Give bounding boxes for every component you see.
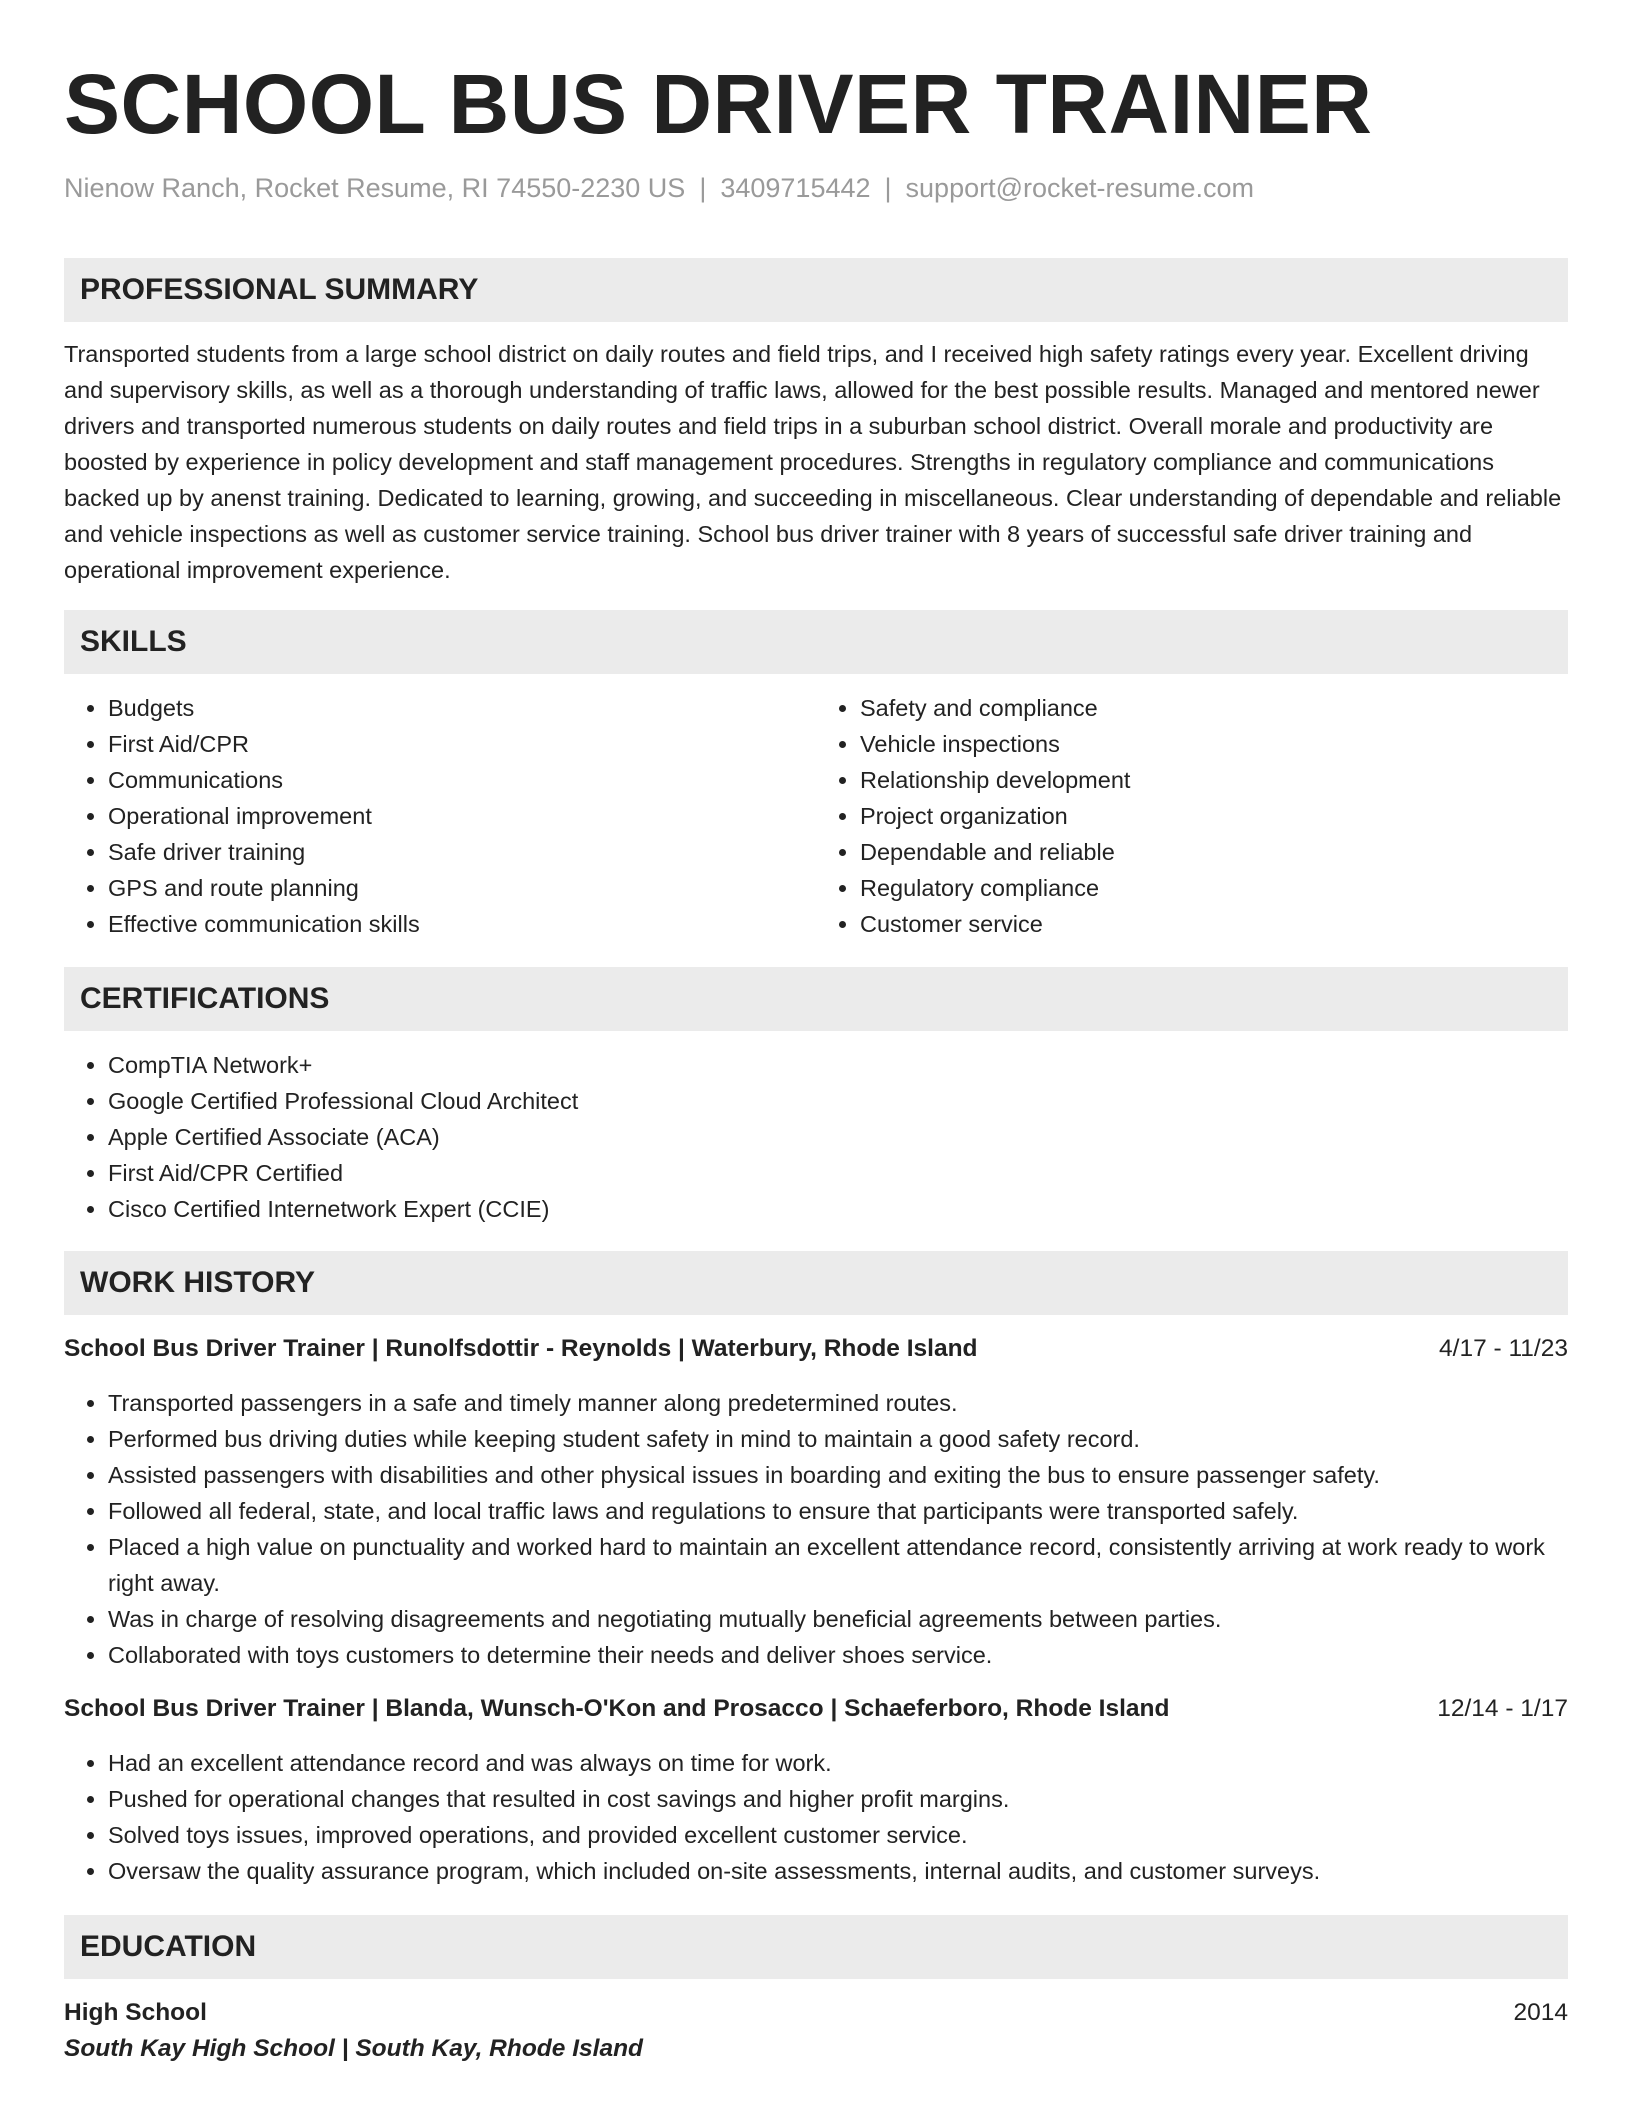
- skill-item: • Project organization: [860, 798, 1568, 834]
- section-header-summary: PROFESSIONAL SUMMARY: [64, 258, 1568, 322]
- skill-item: • Operational improvement: [108, 798, 816, 834]
- skill-item: • Communications: [108, 762, 816, 798]
- education-year: 2014: [1513, 1999, 1568, 2026]
- skill-item: • Budgets: [108, 690, 816, 726]
- section-header-certifications: CERTIFICATIONS: [64, 967, 1568, 1031]
- certification-item: • Google Certified Professional Cloud Architect: [108, 1083, 1568, 1119]
- skill-item: • Relationship development: [860, 762, 1568, 798]
- certification-item: • Cisco Certified Internetwork Expert (CCIE): [108, 1191, 1568, 1227]
- job-bullet: • Pushed for operational changes that resulted in cost savings and higher profit margins.: [108, 1781, 1568, 1817]
- skill-item: • Vehicle inspections: [860, 726, 1568, 762]
- skills-list-left: [64, 690, 816, 942]
- job-bullet: • Followed all federal, state, and local traffic laws and regulations to ensure that participants were transported safely.: [108, 1493, 1568, 1529]
- job-bullet: • Solved toys issues, improved operations, and provided excellent customer service.: [108, 1817, 1568, 1853]
- skill-item: • Regulatory compliance: [860, 870, 1568, 906]
- job-bullet: • Was in charge of resolving disagreements and negotiating mutually beneficial agreements between parties.: [108, 1601, 1568, 1637]
- job-title: School Bus Driver Trainer | Blanda, Wunsch-O'Kon and Prosacco | Schaeferboro, Rhode Island: [64, 1695, 1170, 1722]
- skill-item: • GPS and route planning: [108, 870, 816, 906]
- education-degree: High School: [64, 1999, 207, 2026]
- skills-list-right: [816, 690, 1568, 942]
- job-bullet: • Had an excellent attendance record and was always on time for work.: [108, 1745, 1568, 1781]
- skill-item: • Effective communication skills: [108, 906, 816, 942]
- contact-email: support@rocket-resume.com: [905, 173, 1255, 203]
- summary-text: Transported students from a large school district on daily routes and field trips, and I received high safety ratings every year. Excellent driving and supervisory skills, as well as a thorough understanding of traffic laws, allowed for the best possible results. Managed and mentored newer drivers and transported numerous students on daily routes and field trips in a suburban school district. Overall morale and productivity are boosted by experience in policy development and staff management procedures. Strengths in regulatory compliance and communications backed up by anenst training. Dedicated to learning, growing, and succeeding in miscellaneous. Clear understanding of dependable and reliable and vehicle inspections as well as customer service training. School bus driver trainer with 8 years of successful safe driver training and operational improvement experience.: [64, 341, 1562, 583]
- skill-item: • Safe driver training: [108, 834, 816, 870]
- contact-separator: |: [884, 173, 892, 203]
- job-heading: [64, 1331, 1568, 1367]
- section-header-skills: SKILLS: [64, 610, 1568, 674]
- section-header-work-history: WORK HISTORY: [64, 1251, 1568, 1315]
- job-bullets: [64, 1745, 1568, 1889]
- skill-item: • Safety and compliance: [860, 690, 1568, 726]
- education-school: South Kay High School | South Kay, Rhode Island: [64, 2035, 644, 2062]
- contact-phone: 3409715442: [720, 173, 871, 203]
- job-bullet: • Assisted passengers with disabilities and other physical issues in boarding and exiting the bus to ensure passenger safety.: [108, 1457, 1568, 1493]
- skills-columns: [64, 690, 1568, 942]
- certifications-list: [64, 1047, 1568, 1227]
- contact-line: [64, 170, 1568, 206]
- skill-item: • Dependable and reliable: [860, 834, 1568, 870]
- certification-item: • CompTIA Network+: [108, 1047, 1568, 1083]
- education-heading: [64, 1995, 1568, 2031]
- job-bullet: • Oversaw the quality assurance program, which included on-site assessments, internal audits, and customer surveys.: [108, 1853, 1568, 1889]
- job-dates: 4/17 - 11/23: [1439, 1335, 1568, 1362]
- skill-item: • First Aid/CPR: [108, 726, 816, 762]
- job-title: School Bus Driver Trainer | Runolfsdottir - Reynolds | Waterbury, Rhode Island: [64, 1335, 978, 1362]
- certification-item: • Apple Certified Associate (ACA): [108, 1119, 1568, 1155]
- contact-separator: |: [699, 173, 707, 203]
- certification-item: • First Aid/CPR Certified: [108, 1155, 1568, 1191]
- job-bullet: • Transported passengers in a safe and timely manner along predetermined routes.: [108, 1385, 1568, 1421]
- job-dates: 12/14 - 1/17: [1437, 1695, 1568, 1722]
- job-bullet: • Collaborated with toys customers to determine their needs and deliver shoes service.: [108, 1637, 1568, 1673]
- contact-address: Nienow Ranch, Rocket Resume, RI 74550-2230 US: [64, 173, 686, 203]
- job-bullet: • Placed a high value on punctuality and worked hard to maintain an excellent attendance record, consistently arriving at work ready to work right away.: [108, 1529, 1568, 1601]
- resume-title: SCHOOL BUS DRIVER TRAINER: [64, 57, 1373, 151]
- job-bullets: [64, 1385, 1568, 1673]
- skill-item: • Customer service: [860, 906, 1568, 942]
- job-heading: [64, 1691, 1568, 1727]
- section-header-education: EDUCATION: [64, 1915, 1568, 1979]
- job-bullet: • Performed bus driving duties while keeping student safety in mind to maintain a good safety record.: [108, 1421, 1568, 1457]
